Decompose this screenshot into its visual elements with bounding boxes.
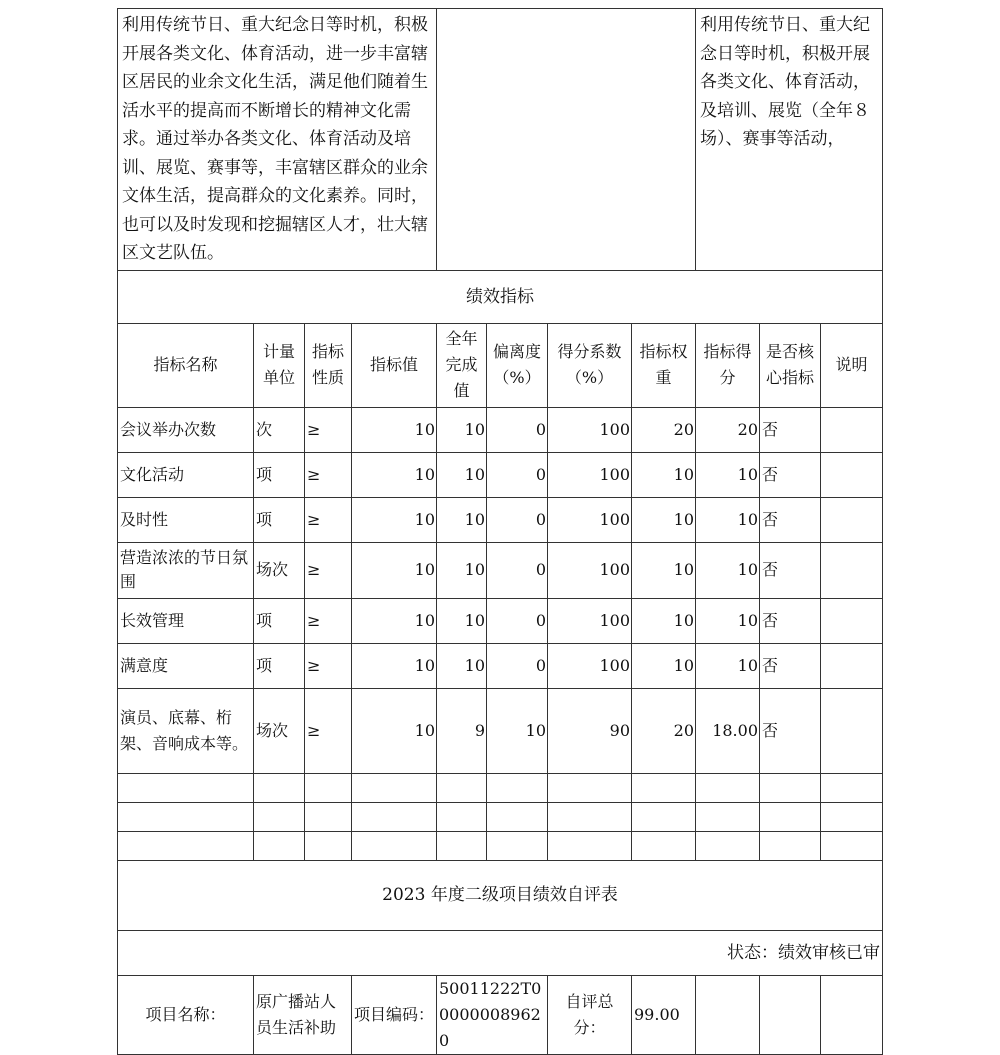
header-weight: 指标权重 [632, 323, 696, 407]
table-row [118, 688, 883, 773]
header-coefficient: 得分系数（%） [548, 323, 632, 407]
indicator-unit: 场次 [254, 542, 305, 598]
indicator-weight: 20 [632, 688, 696, 773]
project-code-label: 项目编码： [352, 975, 437, 1054]
indicator-coefficient: 100 [548, 598, 632, 643]
empty-row [118, 773, 883, 802]
indicator-deviation: 0 [487, 598, 548, 643]
indicator-actual: 10 [437, 542, 487, 598]
indicator-core: 否 [760, 452, 821, 497]
indicator-target: 10 [352, 407, 437, 452]
footer-row [118, 975, 883, 1054]
indicator-core: 否 [760, 688, 821, 773]
indicator-name: 及时性 [118, 497, 254, 542]
indicator-score: 10 [696, 643, 760, 688]
indicator-nature: ≥ [305, 688, 352, 773]
indicator-coefficient: 100 [548, 643, 632, 688]
indicator-unit: 场次 [254, 688, 305, 773]
header-nature: 指标性质 [305, 323, 352, 407]
indicator-deviation: 0 [487, 407, 548, 452]
header-target: 指标值 [352, 323, 437, 407]
indicator-deviation: 0 [487, 452, 548, 497]
indicator-deviation: 0 [487, 497, 548, 542]
status-text: 状态：绩效审核已审 [118, 930, 883, 975]
indicator-core: 否 [760, 598, 821, 643]
project-name-label: 项目名称： [118, 975, 254, 1054]
indicator-note [821, 598, 883, 643]
form-title-row [118, 860, 883, 930]
empty-row [118, 802, 883, 831]
indicator-nature: ≥ [305, 452, 352, 497]
indicator-name: 长效管理 [118, 598, 254, 643]
indicator-name: 会议举办次数 [118, 407, 254, 452]
table-row [118, 598, 883, 643]
mid-year-target-text [437, 9, 696, 271]
indicator-weight: 20 [632, 407, 696, 452]
indicator-core: 否 [760, 407, 821, 452]
indicator-target: 10 [352, 598, 437, 643]
indicator-score: 20 [696, 407, 760, 452]
indicator-deviation: 0 [487, 542, 548, 598]
indicator-unit: 项 [254, 598, 305, 643]
indicator-actual: 10 [437, 497, 487, 542]
indicator-coefficient: 100 [548, 407, 632, 452]
indicator-actual: 10 [437, 407, 487, 452]
header-unit: 计量单位 [254, 323, 305, 407]
indicator-note [821, 452, 883, 497]
indicator-actual: 10 [437, 598, 487, 643]
indicator-core: 否 [760, 497, 821, 542]
indicator-name: 文化活动 [118, 452, 254, 497]
indicator-weight: 10 [632, 497, 696, 542]
indicator-nature: ≥ [305, 497, 352, 542]
table-row [118, 452, 883, 497]
indicator-weight: 10 [632, 598, 696, 643]
indicator-score: 18.00 [696, 688, 760, 773]
self-score-label: 自评总分： [548, 975, 632, 1054]
table-row [118, 643, 883, 688]
indicator-note [821, 542, 883, 598]
indicator-nature: ≥ [305, 407, 352, 452]
indicator-target: 10 [352, 542, 437, 598]
indicator-unit: 次 [254, 407, 305, 452]
indicator-score: 10 [696, 452, 760, 497]
indicator-coefficient: 100 [548, 452, 632, 497]
section-title-row [118, 270, 883, 323]
indicator-name: 满意度 [118, 643, 254, 688]
indicator-note [821, 643, 883, 688]
header-indicator-name: 指标名称 [118, 323, 254, 407]
indicator-target: 10 [352, 497, 437, 542]
header-deviation: 偏离度（%） [487, 323, 548, 407]
header-note: 说明 [821, 323, 883, 407]
indicator-coefficient: 90 [548, 688, 632, 773]
indicator-target: 10 [352, 643, 437, 688]
section-title: 绩效指标 [118, 270, 883, 323]
table-row [118, 497, 883, 542]
indicator-deviation: 0 [487, 643, 548, 688]
header-actual: 全年完成值 [437, 323, 487, 407]
indicator-weight: 10 [632, 643, 696, 688]
indicator-coefficient: 100 [548, 497, 632, 542]
indicator-target: 10 [352, 688, 437, 773]
indicator-name: 演员、底幕、桁架、音响成本等。 [118, 688, 254, 773]
indicator-core: 否 [760, 643, 821, 688]
table-row [118, 407, 883, 452]
indicator-name: 营造浓浓的节日氛围 [118, 542, 254, 598]
indicator-weight: 10 [632, 452, 696, 497]
project-goal-text: 利用传统节日、重大纪念日等时机，积极开展各类文化、体育活动，进一步丰富辖区居民的业余文化生活，满足他们随着生活水平的提高而不断增长的精神文化需求。通过举办各类文化、体育活动及培训、展览、赛事等，丰富辖区群众的业余文体生活，提高群众的文化素养。同时，也可以及时发现和挖掘辖区人才，壮大辖区文艺队伍。 [118, 9, 437, 271]
form-title: 2023 年度二级项目绩效自评表 [118, 860, 883, 930]
indicator-unit: 项 [254, 452, 305, 497]
header-row [118, 323, 883, 407]
header-score: 指标得分 [696, 323, 760, 407]
indicator-nature: ≥ [305, 643, 352, 688]
indicator-actual: 9 [437, 688, 487, 773]
empty-row [118, 831, 883, 860]
table-row [118, 542, 883, 598]
header-core: 是否核心指标 [760, 323, 821, 407]
indicator-target: 10 [352, 452, 437, 497]
indicator-note [821, 688, 883, 773]
indicator-nature: ≥ [305, 542, 352, 598]
status-row [118, 930, 883, 975]
indicator-score: 10 [696, 497, 760, 542]
indicator-actual: 10 [437, 452, 487, 497]
description-row [118, 9, 883, 271]
self-score-value: 99.00 [632, 975, 696, 1054]
performance-table [117, 8, 883, 1055]
indicator-note [821, 407, 883, 452]
indicator-note [821, 497, 883, 542]
indicator-score: 10 [696, 598, 760, 643]
indicator-weight: 10 [632, 542, 696, 598]
indicator-nature: ≥ [305, 598, 352, 643]
project-code-value: 500112​22T000000089620 [437, 975, 548, 1054]
indicator-core: 否 [760, 542, 821, 598]
indicator-unit: 项 [254, 497, 305, 542]
project-name-value: 原广播站人员生活补助 [254, 975, 352, 1054]
indicator-score: 10 [696, 542, 760, 598]
indicator-unit: 项 [254, 643, 305, 688]
actual-completion-text: 利用传统节日、重大纪念日等时机，积极开展各类文化、体育活动，及培训、展览（全年８场）、赛事等活动， [696, 9, 883, 271]
indicator-actual: 10 [437, 643, 487, 688]
indicator-coefficient: 100 [548, 542, 632, 598]
indicator-deviation: 10 [487, 688, 548, 773]
